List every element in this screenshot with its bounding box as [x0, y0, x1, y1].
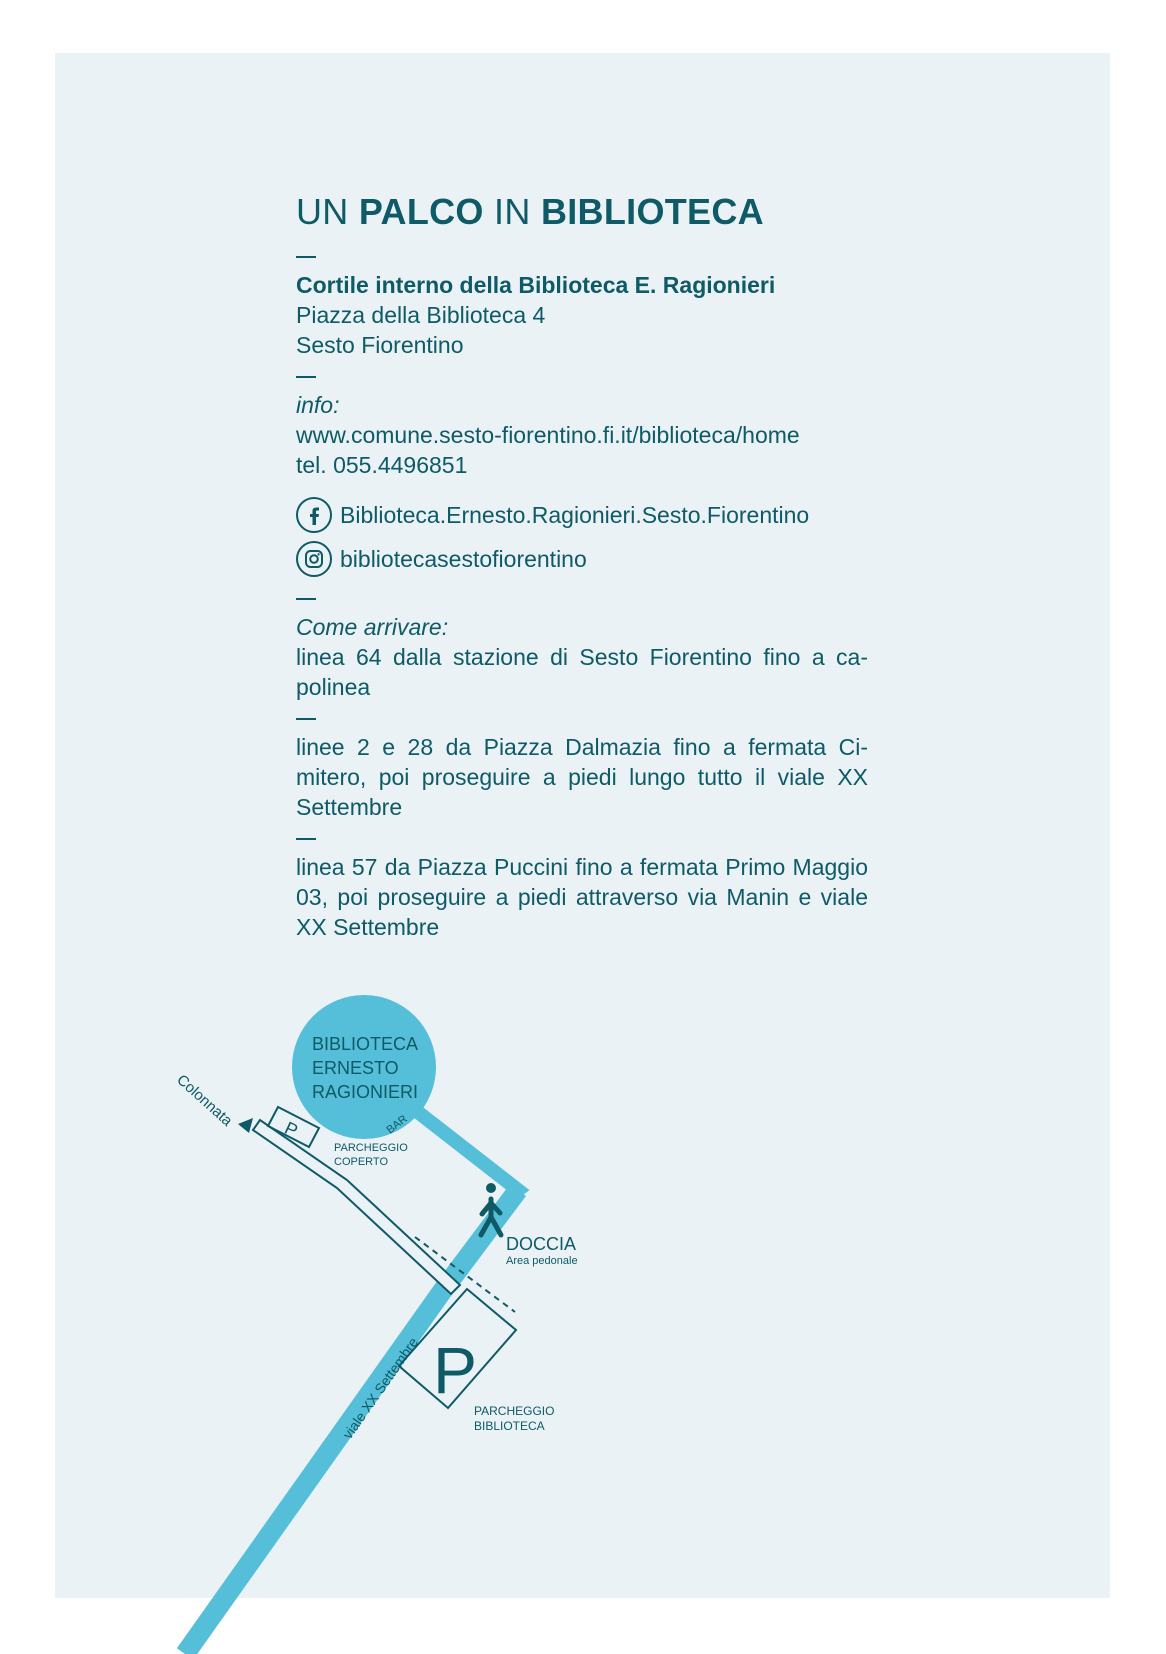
library-parking-line1: PARCHEGGIO	[474, 1404, 555, 1418]
covered-parking-line1: PARCHEGGIO	[334, 1142, 408, 1154]
directions-label: Come arrivare:	[296, 614, 449, 640]
library-parking-line2: BIBLIOTECA	[474, 1419, 545, 1433]
library-label-line2: ERNESTO	[312, 1058, 399, 1078]
phone-number[interactable]: tel. 055.4496851	[296, 452, 468, 478]
venue-address: Piazza della Biblioteca 4	[296, 302, 546, 328]
doccia-label: DOCCIA	[506, 1234, 577, 1254]
website-link[interactable]: www.comune.sesto-fiorentino.fi.it/biblioteca/home	[296, 422, 800, 448]
colonnata-arrow-icon	[238, 1118, 253, 1133]
instagram-label: bibliotecasestofiorentino	[340, 546, 587, 572]
event-title: UN PALCO IN BIBLIOTECA	[296, 191, 764, 232]
bar-label: BAR	[384, 1112, 410, 1137]
path-to-library	[405, 1102, 518, 1196]
venue-name: Cortile interno della Biblioteca E. Ragionieri	[296, 272, 776, 298]
route-3: linea 57 da Piazza Puccini fino a fermata Primo Maggio 03, poi proseguire a piedi attraverso via Manin e viale XX Settembre	[296, 854, 868, 940]
library-label-line3: RAGIONIERI	[312, 1082, 419, 1102]
route-1: linea 64 dalla stazione di Sesto Fiorentino fino a ca-polinea	[296, 644, 868, 700]
library-label-line1: BIBLIOTECA	[312, 1034, 419, 1054]
info-label: info:	[296, 392, 340, 418]
route-2: linee 2 e 28 da Piazza Dalmazia fino a fermata Ci-mitero, poi proseguire a piedi lungo tutto il viale XX Settembre	[296, 734, 868, 820]
covered-parking-symbol: P	[281, 1117, 301, 1141]
facebook-label: Biblioteca.Ernesto.Ragionieri.Sesto.Fiorentino	[340, 502, 810, 528]
colonnata-label: Colonnata	[173, 1071, 236, 1130]
venue-city: Sesto Fiorentino	[296, 332, 464, 358]
pedestrian-area-label: Area pedonale	[506, 1255, 578, 1267]
library-parking-symbol: P	[433, 1333, 478, 1407]
street-label: viale XX Settembre	[339, 1334, 422, 1442]
covered-parking-line2: COPERTO	[334, 1156, 388, 1168]
